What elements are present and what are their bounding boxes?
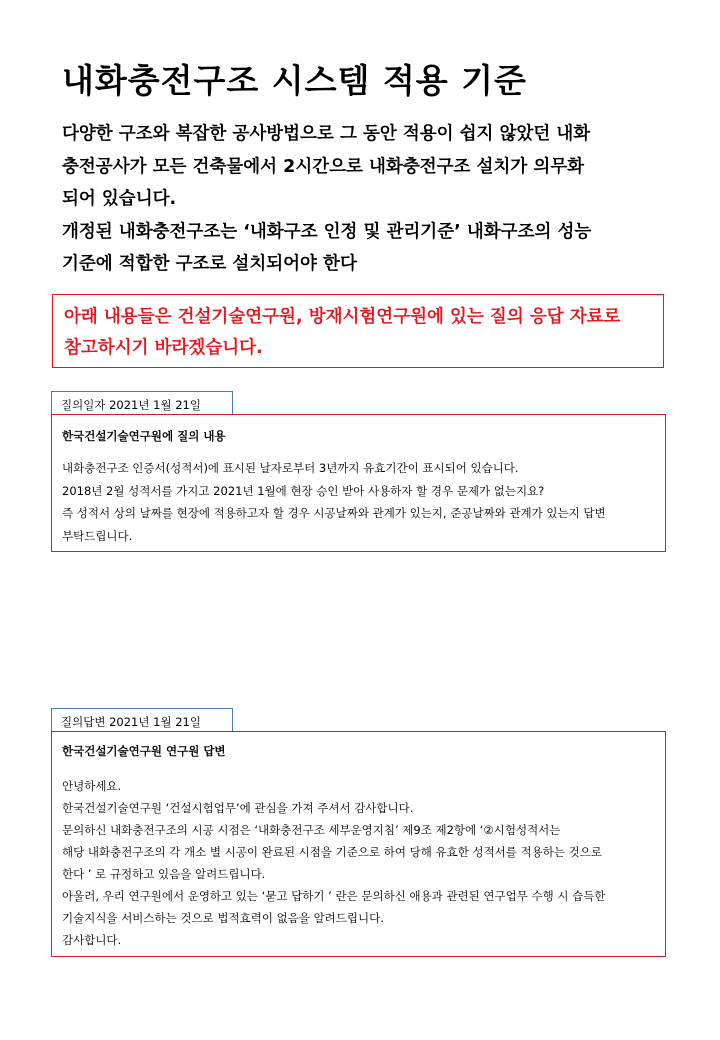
answer-box — [51, 731, 666, 957]
question-heading: 한국건설기술연구원에 질의 내용 — [62, 429, 226, 443]
question-box — [51, 414, 666, 552]
notice-text: 아래 내용들은 건설기술연구원, 방재시험연구원에 있는 질의 응답 자료로 참고하시기 바라겠습니다. — [64, 307, 621, 358]
intro-paragraph: 다양한 구조와 복잡한 공사방법으로 그 동안 적용이 쉽지 않았던 내화 충전공사가 모든 건축물에서 2시간으로 내화충전구조 설치가 의무화 되어 있습니다. 개정된 내화충전구조는 ‘내화구조 인정 및 관리기준’ 내화구조의 성능 기준에 적합한 구조로 설치되어야 한다 — [62, 124, 592, 274]
answer-heading: 한국건설기술연구원 연구원 답변 — [62, 744, 226, 758]
page-title: 내화충전구조 시스템 적용 기준 — [62, 61, 527, 100]
notice-box — [52, 294, 664, 368]
question-date-tab: 질의일자 2021년 1월 21일 — [51, 391, 233, 415]
question-body: 내화충전구조 인증서(성적서)에 표시된 날자로부터 3년까지 유효기간이 표시되어 있습니다. 2018년 2월 성적서를 가지고 2021년 1월에 현장 승인 받아 사용하자 할 경우 문제가 없는지요? 즉 성적서 상의 날짜를 현장에 적용하고자 할 경우 시공날짜와 관계가 있는지, 준공날짜와 관계가 있는지 답변 부탁드립니다. — [62, 461, 606, 543]
answer-date-tab: 질의답변 2021년 1월 21일 — [51, 708, 233, 732]
answer-body: 안녕하세요. 한국건설기술연구원 ‘건설시험업무’에 관심을 가져 주셔서 감사합니다. 문의하신 내화충전구조의 시공 시점은 ‘내화충전구조 세부운영지침’ 제9조 제2항에 ‘②시험성적서는 해당 내화충전구조의 각 개소 별 시공이 완료된 시점을 기준으로 하여 당해 유효한 성적서를 적용하는 것으로 한다 ’ 로 규정하고 있음을 알려드립니다. 아울러, 우리 연구원에서 운영하고 있는 ‘묻고 답하기 ’ 란은 문의하신 애용과 관련된 연구업무 수행 시 습득한 기술지식을 서비스하는 것으로 법적효력이 없음을 알려드립니다. 감사합니다. — [62, 779, 606, 947]
